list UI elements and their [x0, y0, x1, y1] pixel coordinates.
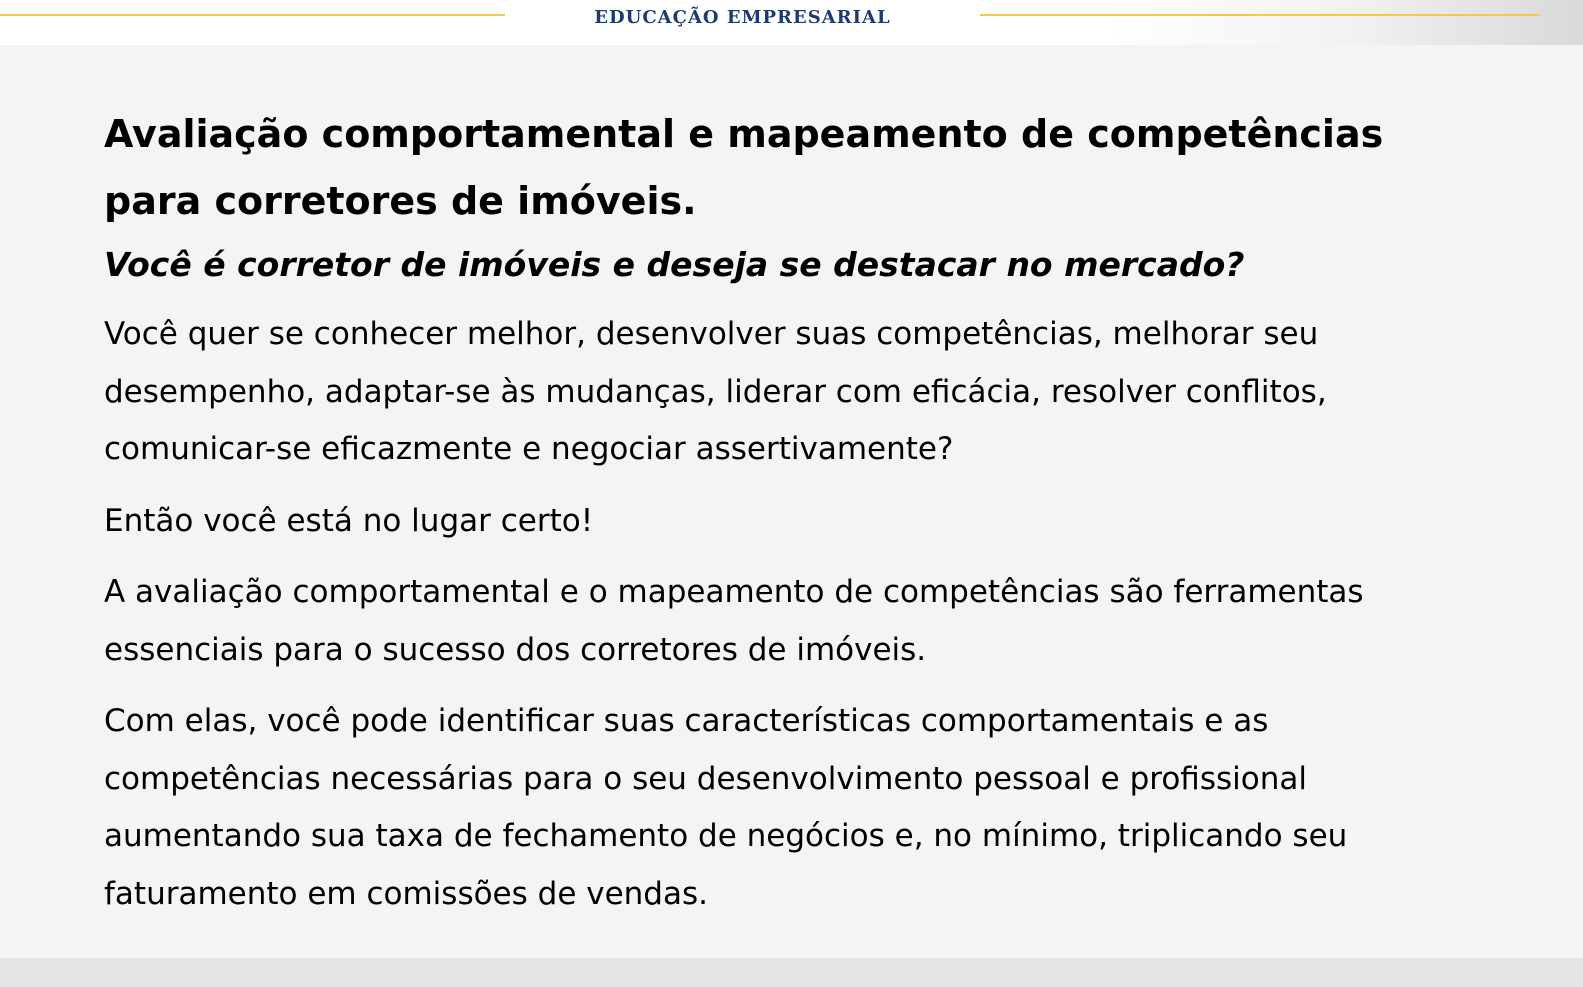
- banner-divider-left: [0, 14, 505, 16]
- article-paragraph: Você quer se conhecer melhor, desenvolver suas competências, melhorar seu desempenho, adaptar-se às mudanças, liderar com eficácia, resolver conflitos, comunicar-se eficazmente e negociar assertivamente?: [104, 316, 1327, 467]
- banner-divider-right: [980, 14, 1540, 16]
- article-headline: Avaliação comportamental e mapeamento de competências para corretores de imóveis.: [104, 112, 1384, 223]
- banner-title: EDUCAÇÃO EMPRESARIAL: [594, 7, 891, 28]
- article-body: [104, 101, 1424, 923]
- article-paragraph: Com elas, você pode identificar suas características comportamentais e as competências necessárias para o seu desenvolvimento pessoal e profissional aumentando sua taxa de fechamento de negócios e, no mínimo, triplicando seu faturamento em comissões de vendas.: [104, 703, 1348, 912]
- article-paragraph: Então você está no lugar certo!: [104, 502, 594, 539]
- article-section: [0, 45, 1583, 958]
- top-banner: [0, 0, 1583, 45]
- bottom-band: [0, 958, 1583, 987]
- article-subheadline: Você é corretor de imóveis e deseja se destacar no mercado?: [104, 245, 1245, 284]
- article-paragraph: A avaliação comportamental e o mapeamento de competências são ferramentas essenciais para o sucesso dos corretores de imóveis.: [104, 574, 1364, 668]
